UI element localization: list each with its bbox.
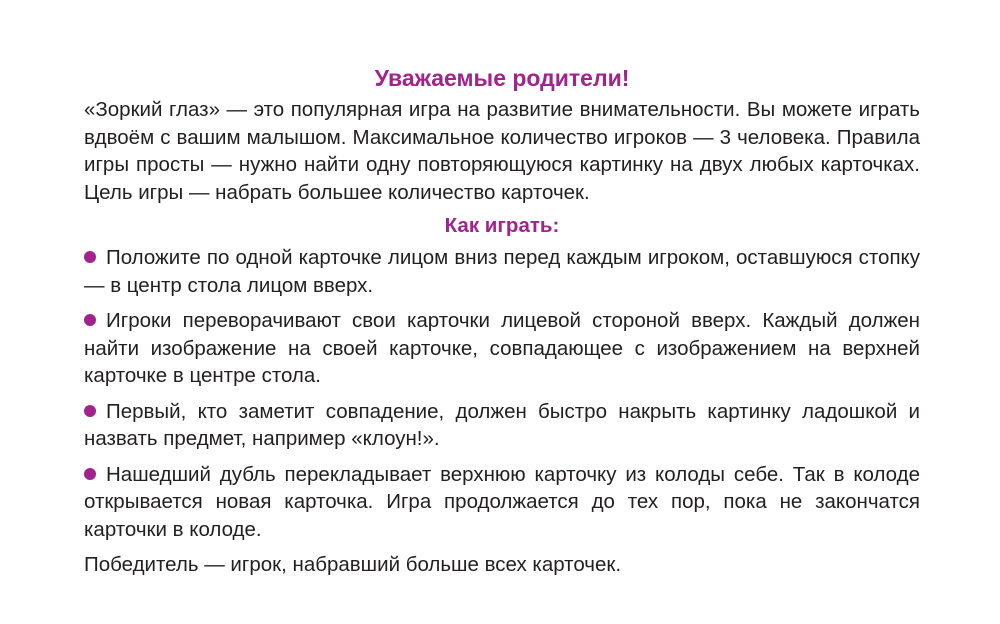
instructions-page [84, 62, 920, 579]
rules-list [84, 244, 920, 543]
rule-text: Первый, кто заметит совпадение, должен быстро накрыть картинку ладошкой и назвать предмет, например «клоун!». [84, 399, 920, 450]
rule-item [84, 244, 920, 299]
rule-item [84, 398, 920, 453]
rule-text: Нашедший дубль перекладывает верхнюю карточку из колоды себе. Так в колоде открывается новая карточка. Игра продолжается до тех пор, пока не закончатся карточки в колоде. [84, 462, 920, 541]
how-to-play-heading: Как играть: [444, 214, 560, 237]
bullet-dot-icon [84, 405, 96, 417]
bullet-dot-icon [84, 251, 96, 263]
rule-text: Игроки переворачивают свои карточки лицевой стороной вверх. Каждый должен найти изображение на своей карточке, совпадающее с изображением на верхней карточке в центре стола. [84, 309, 920, 387]
intro-paragraph: «Зоркий глаз» — это популярная игра на развитие внимательности. Вы можете играть вдвоём с вашим малышом. Максимальное количество игроков — 3 человека. Правила игры просты — нужно найти одну повторяющуюся картинку на двух любых карточках. Цель игры — набрать большее количество карточек. [84, 98, 920, 204]
rule-text: Положите по одной карточке лицом вниз перед каждым игроком, оставшуюся стопку — в центр стола лицом вверх. [84, 246, 920, 297]
rule-item [84, 461, 920, 544]
closing-paragraph: Победитель — игрок, набравший больше всех карточек. [84, 553, 622, 576]
page-title: Уважаемые родители! [374, 65, 630, 91]
rule-item [84, 307, 920, 390]
bullet-dot-icon [84, 468, 96, 480]
bullet-dot-icon [84, 314, 96, 326]
